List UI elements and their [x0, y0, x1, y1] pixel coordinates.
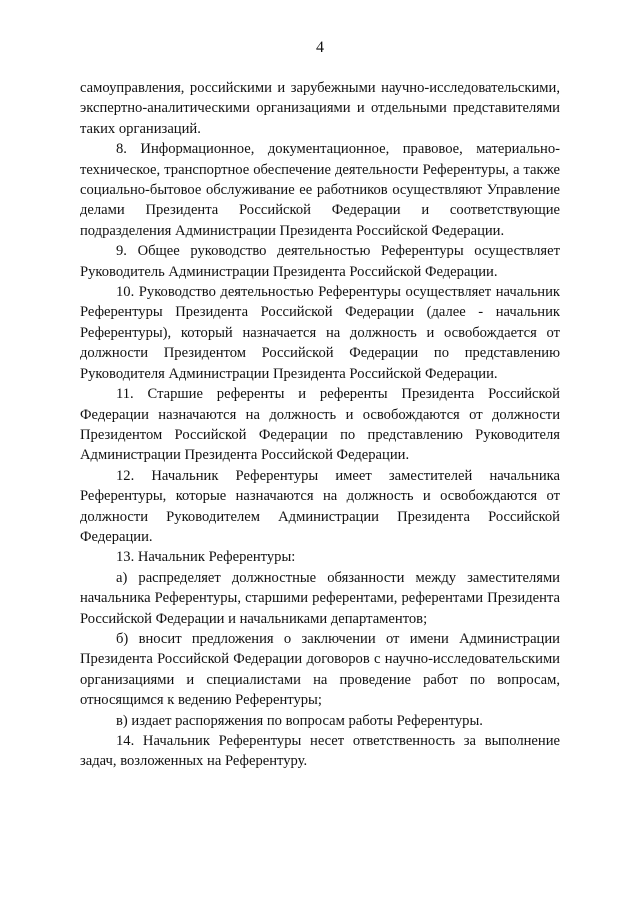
paragraph-item-11: 11. Старшие референты и референты Президента Российской Федерации назначаются на должность и освобождаются от должности Президентом Российской Федерации по представлению Руководителя Администрации Президента Российской Федерации.	[80, 386, 560, 464]
paragraph-continuation: самоуправления, российскими и зарубежными научно-исследовательскими, экспертно-аналитическими организациями и отдельными представителями таких организаций.	[80, 80, 560, 137]
paragraph-item-12: 12. Начальник Референтуры имеет заместителей начальника Референтуры, которые назначаются на должность и освобождаются от должности Руководителем Администрации Президента Российской Федерации.	[80, 467, 560, 545]
paragraph-item-13b: б) вносит предложения о заключении от имени Администрации Президента Российской Федерации договоров с научно-исследовательскими организациями и специалистами на проведение работ по вопросам, относящимся к ведению Референтуры;	[80, 630, 560, 709]
paragraph-item-9: 9. Общее руководство деятельностью Референтуры осуществляет Руководитель Администрации Президента Российской Федерации.	[80, 243, 560, 280]
paragraph-item-13a: а) распределяет должностные обязанности между заместителями начальника Референтуры, старшими референтами, референтами Президента Российской Федерации и начальниками департаментов;	[80, 569, 560, 627]
document-body	[80, 78, 560, 772]
paragraph-item-14: 14. Начальник Референтуры несет ответственность за выполнение задач, возложенных на Референтуру.	[80, 733, 560, 770]
paragraph-item-8: 8. Информационное, документационное, правовое, материально-техническое, транспортное обеспечение деятельности Референтуры, а также социально-бытовое обслуживание ее работников осуществляют Управление делами Президента Российской Федерации и соответствующие подразделения Администрации Президента Российской Федерации.	[80, 141, 560, 239]
paragraph-item-13c: в) издает распоряжения по вопросам работы Референтуры.	[116, 712, 483, 729]
page-number: 4	[316, 39, 324, 56]
paragraph-item-13: 13. Начальник Референтуры:	[116, 549, 296, 566]
paragraph-item-10: 10. Руководство деятельностью Референтуры осуществляет начальник Референтуры Президента Российской Федерации (далее - начальник Референтуры), который назначается на должность и освобождается от должности Президентом Российской Федерации по представлению Руководителя Администрации Президента Российской Федерации.	[80, 284, 560, 382]
